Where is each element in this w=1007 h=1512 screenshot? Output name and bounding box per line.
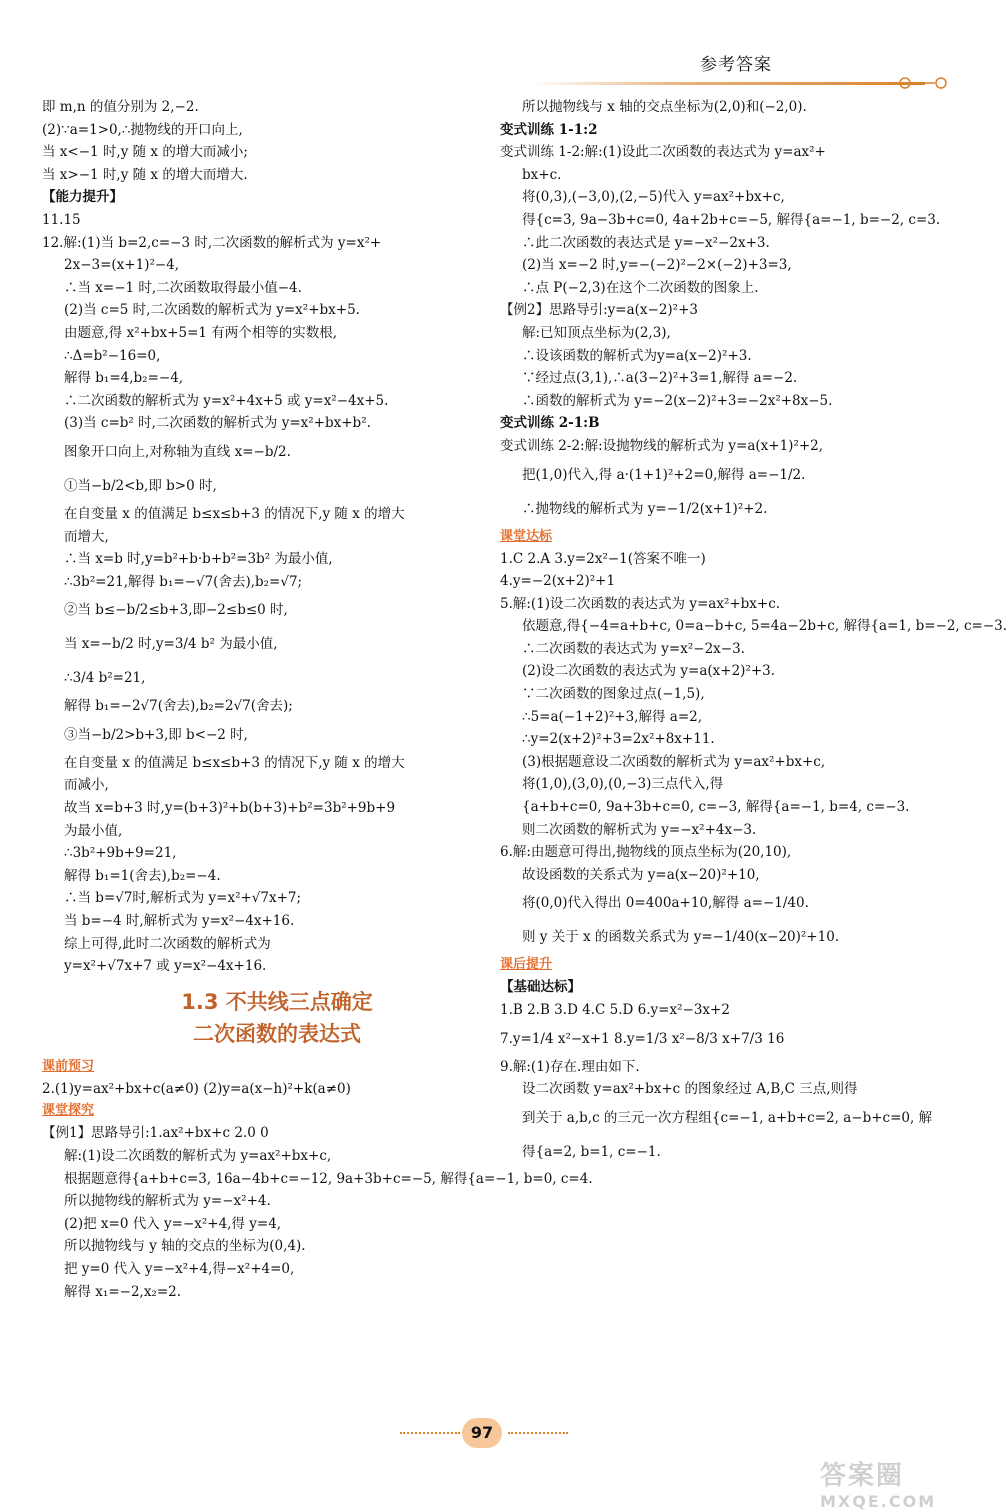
answer-line: ∴3/4 b²=21, xyxy=(64,670,146,687)
answer-line: 2.(1)y=ax²+bx+c(a≠0) (2)y=a(x−h)²+k(a≠0) xyxy=(42,1080,351,1097)
answer-line: bx+c. xyxy=(522,166,562,183)
answer-line: 将(0,0)代入得出 0=400a+10,解得 a=−1/40. xyxy=(522,895,809,912)
answer-line: 则 y 关于 x 的函数关系式为 y=−1/40(x−20)²+10. xyxy=(522,929,840,946)
answer-line: 解得 b₁=4,b₂=−4, xyxy=(64,370,184,387)
answer-line: 将(0,3),(−3,0),(2,−5)代入 y=ax²+bx+c, xyxy=(522,189,785,206)
answer-line: 所以抛物线的解析式为 y=−x²+4. xyxy=(64,1193,271,1210)
answer-line: 当 x>−1 时,y 随 x 的增大而增大. xyxy=(42,166,248,183)
page-dots-right xyxy=(508,1432,568,1434)
answer-line: ∵经过点(3,1),∴a(3−2)²+3=1,解得 a=−2. xyxy=(522,370,798,387)
answer-line: 图象开口向上,对称轴为直线 x=−b/2. xyxy=(64,443,291,460)
answer-line: 6.解:由题意可得出,抛物线的顶点坐标为(20,10), xyxy=(500,844,792,861)
answer-line: (2)把 x=0 代入 y=−x²+4,得 y=4, xyxy=(64,1215,282,1232)
answer-line: 变式训练 2-1:B xyxy=(500,415,600,432)
answer-line: 综上可得,此时二次函数的解析式为 xyxy=(64,935,271,952)
section-subheading: 课前预习 xyxy=(42,1058,95,1074)
answer-line: 12.解:(1)当 b=2,c=−3 时,二次函数的解析式为 y=x²+ xyxy=(42,234,382,251)
answer-line: 解得 b₁=1(舍去),b₂=−4. xyxy=(64,867,221,884)
answer-line: {a+b+c=0, 9a+3b+c=0, c=−3, 解得{a=−1, b=4, c=−3. xyxy=(522,799,910,816)
header-rule xyxy=(530,82,925,85)
answer-line: 1.C 2.A 3.y=2x²−1(答案不唯一) xyxy=(500,550,706,567)
answer-line: 设二次函数 y=ax²+bx+c 的图象经过 A,B,C 三点,则得 xyxy=(522,1081,858,1098)
answer-line: ∴y=2(x+2)²+3=2x²+8x+11. xyxy=(522,731,715,748)
answer-line: 为最小值, xyxy=(64,822,123,839)
answer-line: 则二次函数的解析式为 y=−x²+4x−3. xyxy=(522,821,757,838)
answer-line: 【能力提升】 xyxy=(42,189,123,206)
watermark-bottom: MXQE.COM xyxy=(820,1492,937,1511)
page-number: 97 xyxy=(462,1418,502,1448)
answer-line: (2)当 c=5 时,二次函数的解析式为 y=x²+bx+5. xyxy=(64,302,360,319)
answer-line: ∴二次函数的表达式为 y=x²−2x−3. xyxy=(522,640,745,657)
page-dots-left xyxy=(400,1432,460,1434)
answer-line: 把(1,0)代入,得 a·(1+1)²+2=0,解得 a=−1/2. xyxy=(522,466,806,483)
section-title-line2: 二次函数的表达式 xyxy=(193,1021,361,1046)
answer-line: ∴5=a(−1+2)²+3,解得 a=2, xyxy=(522,708,703,725)
watermark-logo xyxy=(820,1455,990,1510)
answer-line: 而增大, xyxy=(64,528,109,545)
section-title-line1: 1.3 不共线三点确定 xyxy=(181,989,373,1014)
answer-line: ③当−b/2>b+3,即 b<−2 时, xyxy=(64,726,248,743)
answer-line: 到关于 a,b,c 的三元一次方程组{c=−1, a+b+c=2, a−b+c=0, 解 xyxy=(522,1109,933,1126)
right-column xyxy=(500,96,1007,1169)
answer-line: 变式训练 2-2:解:设抛物线的解析式为 y=a(x+1)²+2, xyxy=(500,437,824,454)
section-subheading: 课堂达标 xyxy=(500,528,553,544)
answer-line: ∴3b²=21,解得 b₁=−√7(舍去),b₂=√7; xyxy=(64,573,303,590)
answer-line: 7.y=1/4 x²−x+1 8.y=1/3 x²−8/3 x+7/3 16 xyxy=(500,1030,785,1047)
answer-line: 根据题意得{a+b+c=3, 16a−4b+c=−12, 9a+3b+c=−5, 解得{a=−1, b=0, c=4. xyxy=(64,1170,593,1187)
answer-line: 解:已知顶点坐标为(2,3), xyxy=(522,324,671,341)
answer-line: ∴函数的解析式为 y=−2(x−2)²+3=−2x²+8x−5. xyxy=(522,392,833,409)
answer-line: 9.解:(1)存在.理由如下. xyxy=(500,1058,640,1075)
answer-line: 4.y=−2(x+2)²+1 xyxy=(500,573,616,590)
answer-line: ∴此二次函数的表达式是 y=−x²−2x+3. xyxy=(522,234,770,251)
answer-line: ∴3b²+9b+9=21, xyxy=(64,845,177,862)
answer-line: ∴点 P(−2,3)在这个二次函数的图象上. xyxy=(522,279,759,296)
answer-line: 解得 x₁=−2,x₂=2. xyxy=(64,1283,182,1300)
answer-line: ∴Δ=b²−16=0, xyxy=(64,347,161,364)
answer-line: 11.15 xyxy=(42,211,81,228)
answer-line: 【例1】思路导引:1.ax²+bx+c 2.0 0 xyxy=(42,1125,269,1142)
answer-line: 当 x<−1 时,y 随 x 的增大而减小; xyxy=(42,144,248,161)
section-subheading: 课堂探究 xyxy=(42,1103,95,1119)
header-title: 参考答案 xyxy=(700,55,772,75)
answer-line: 故设函数的关系式为 y=a(x−20)²+10, xyxy=(522,866,760,883)
answer-line: y=x²+√7x+7 或 y=x²−4x+16. xyxy=(64,958,267,975)
answer-line: ∴当 x=b 时,y=b²+b·b+b²=3b² 为最小值, xyxy=(64,551,333,568)
answer-line: 而减小, xyxy=(64,777,109,794)
answer-line: (2)设二次函数的表达式为 y=a(x+2)²+3. xyxy=(522,663,776,680)
answer-line: ∵二次函数的图象过点(−1,5), xyxy=(522,686,705,703)
answer-line: ∴抛物线的解析式为 y=−1/2(x+1)²+2. xyxy=(522,500,768,517)
answer-line: 1.B 2.B 3.D 4.C 5.D 6.y=x²−3x+2 xyxy=(500,1002,730,1018)
answer-line: 把 y=0 代入 y=−x²+4,得−x²+4=0, xyxy=(64,1260,295,1277)
answer-line: (2)∵a=1>0,∴抛物线的开口向上, xyxy=(42,121,243,138)
section-subheading: 课后提升 xyxy=(500,957,553,973)
answer-line: ∴当 x=−1 时,二次函数取得最小值−4. xyxy=(64,279,302,296)
answer-line: ②当 b≤−b/2≤b+3,即−2≤b≤0 时, xyxy=(64,602,288,619)
answer-line: 由题意,得 x²+bx+5=1 有两个相等的实数根, xyxy=(64,324,338,341)
answer-line: 所以抛物线与 x 轴的交点坐标为(2,0)和(−2,0). xyxy=(522,99,807,115)
right-lines xyxy=(500,96,1007,1169)
watermark-top: 答案圈 xyxy=(820,1461,905,1491)
answer-line: 变式训练 1-1:2 xyxy=(500,121,598,138)
answer-line: 在自变量 x 的值满足 b≤x≤b+3 的情况下,y 随 x 的增大 xyxy=(64,754,405,771)
answer-line: ∴设该函数的解析式为y=a(x−2)²+3. xyxy=(522,347,752,364)
answer-line: 得{a=2, b=1, c=−1. xyxy=(522,1143,661,1160)
answer-line: 故当 x=b+3 时,y=(b+3)²+b(b+3)+b²=3b²+9b+9 xyxy=(64,800,396,817)
left-lines xyxy=(42,96,512,978)
answer-line: 在自变量 x 的值满足 b≤x≤b+3 的情况下,y 随 x 的增大 xyxy=(64,505,405,522)
answer-line: (2)当 x=−2 时,y=−(−2)²−2×(−2)+3=3, xyxy=(522,257,792,274)
answer-line: 依题意,得{−4=a+b+c, 0=a−b+c, 5=4a−2b+c, 解得{a=1, b=−2, c=−3. xyxy=(522,618,1007,635)
answer-line: 当 x=−b/2 时,y=3/4 b² 为最小值, xyxy=(64,636,278,653)
answer-line: 【例2】思路导引:y=a(x−2)²+3 xyxy=(500,302,698,319)
answer-line: 将(1,0),(3,0),(0,−3)三点代入,得 xyxy=(522,776,724,793)
answer-line: 2x−3=(x+1)²−4, xyxy=(64,257,180,274)
answer-line: 解得 b₁=−2√7(舍去),b₂=2√7(舍去); xyxy=(64,698,293,715)
header-ornament-icon xyxy=(895,75,955,91)
answer-line: 【基础达标】 xyxy=(500,979,581,996)
answer-line: 所以抛物线与 y 轴的交点的坐标为(0,4). xyxy=(64,1238,306,1255)
answer-line: 即 m,n 的值分别为 2,−2. xyxy=(42,99,199,115)
answer-line: 变式训练 1-2:解:(1)设此二次函数的表达式为 y=ax²+ xyxy=(500,144,826,161)
answer-line: 解:(1)设二次函数的解析式为 y=ax²+bx+c, xyxy=(64,1148,332,1164)
answer-line: 5.解:(1)设二次函数的表达式为 y=ax²+bx+c. xyxy=(500,595,781,612)
answer-line: (3)当 c=b² 时,二次函数的解析式为 y=x²+bx+b². xyxy=(64,415,371,432)
answer-line: (3)根据题意设二次函数的解析式为 y=ax²+bx+c, xyxy=(522,753,826,770)
answer-line: ∴当 b=√7时,解析式为 y=x²+√7x+7; xyxy=(64,890,302,907)
answer-line: 得{c=3, 9a−3b+c=0, 4a+2b+c=−5, 解得{a=−1, b=−2, c=3. xyxy=(522,211,941,228)
page-number-area xyxy=(400,1418,570,1450)
answer-line: 当 b=−4 时,解析式为 y=x²−4x+16. xyxy=(64,913,295,930)
answer-line: ∴二次函数的解析式为 y=x²+4x+5 或 y=x²−4x+5. xyxy=(64,392,389,409)
answer-line: ①当−b/2<b,即 b>0 时, xyxy=(64,477,217,494)
